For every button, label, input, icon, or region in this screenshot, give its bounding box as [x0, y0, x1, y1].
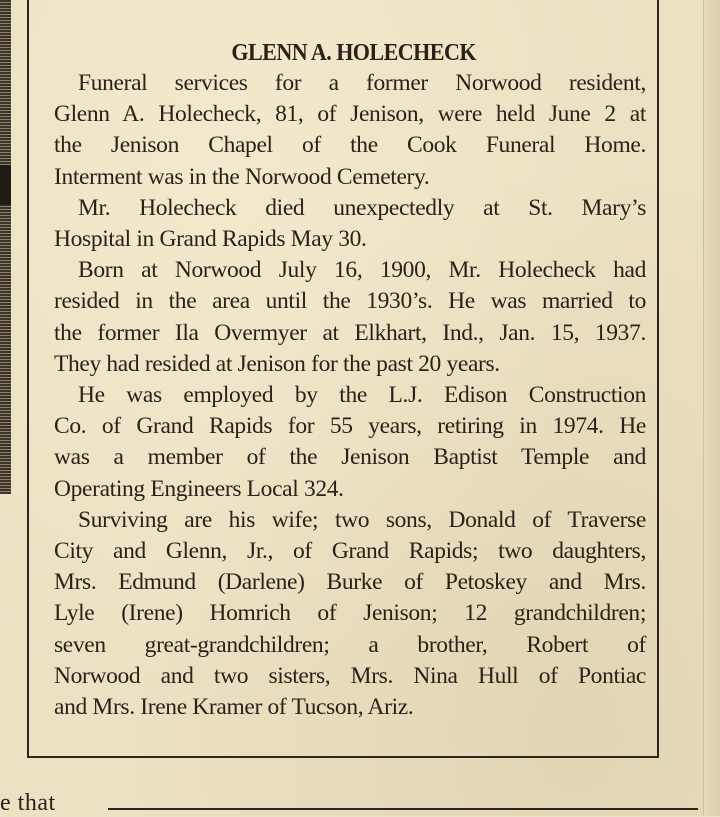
text-line: Mr. Holecheck died unexpectedly at St. Mary’s — [78, 194, 646, 221]
text-line: Hospital in Grand Rapids May 30. — [54, 226, 367, 253]
obituary-paragraph — [54, 255, 646, 380]
text-line: Operating Engineers Local 324. — [54, 475, 344, 502]
text-line: was a member of the Jenison Baptist Temple and — [54, 444, 646, 471]
text-line: Mrs. Edmund (Darlene) Burke of Petoskey and Mrs. — [54, 569, 646, 596]
obituary-paragraph — [54, 505, 646, 723]
text-line: Surviving are his wife; two sons, Donald of Traverse — [78, 506, 646, 533]
obituary-body — [54, 68, 646, 723]
adjacent-column-dark-band — [0, 165, 11, 205]
text-line: seven great-grandchildren; a brother, Robert of — [54, 631, 646, 658]
page-right-edge — [703, 0, 720, 816]
text-line: City and Glenn, Jr., of Grand Rapids; two daughters, — [54, 538, 646, 565]
text-line: and Mrs. Irene Kramer of Tucson, Ariz. — [54, 694, 414, 721]
obituary-paragraph — [54, 193, 646, 255]
text-line: the former Ila Overmyer at Elkhart, Ind., Jan. 15, 1937. — [54, 319, 646, 346]
obituary-paragraph — [54, 380, 646, 505]
adjacent-column-edge — [0, 0, 11, 494]
text-line: Interment was in the Norwood Cemetery. — [54, 163, 430, 190]
next-article-fragment: e that — [0, 790, 56, 816]
text-line: Born at Norwood July 16, 1900, Mr. Holecheck had — [78, 257, 646, 284]
text-line: the Jenison Chapel of the Cook Funeral Home. — [54, 132, 646, 159]
obituary-article — [54, 38, 646, 723]
text-line: Co. of Grand Rapids for 55 years, retiring in 1974. He — [54, 413, 646, 440]
text-line: He was employed by the L.J. Edison Construction — [78, 382, 646, 409]
footer-rule-line — [108, 808, 698, 810]
text-line: Norwood and two sisters, Mrs. Nina Hull of Pontiac — [54, 662, 646, 689]
text-line: Glenn A. Holecheck, 81, of Jenison, were held June 2 at — [54, 101, 646, 128]
obituary-headline: GLENN A. HOLECHECK — [231, 40, 476, 66]
text-line: resided in the area until the 1930’s. He was married to — [54, 288, 646, 315]
text-line: Funeral services for a former Norwood resident, — [78, 70, 646, 96]
text-line: Lyle (Irene) Homrich of Jenison; 12 grandchildren; — [54, 600, 646, 627]
text-line: They had resided at Jenison for the past 20 years. — [54, 350, 500, 377]
obituary-paragraph — [54, 68, 646, 193]
